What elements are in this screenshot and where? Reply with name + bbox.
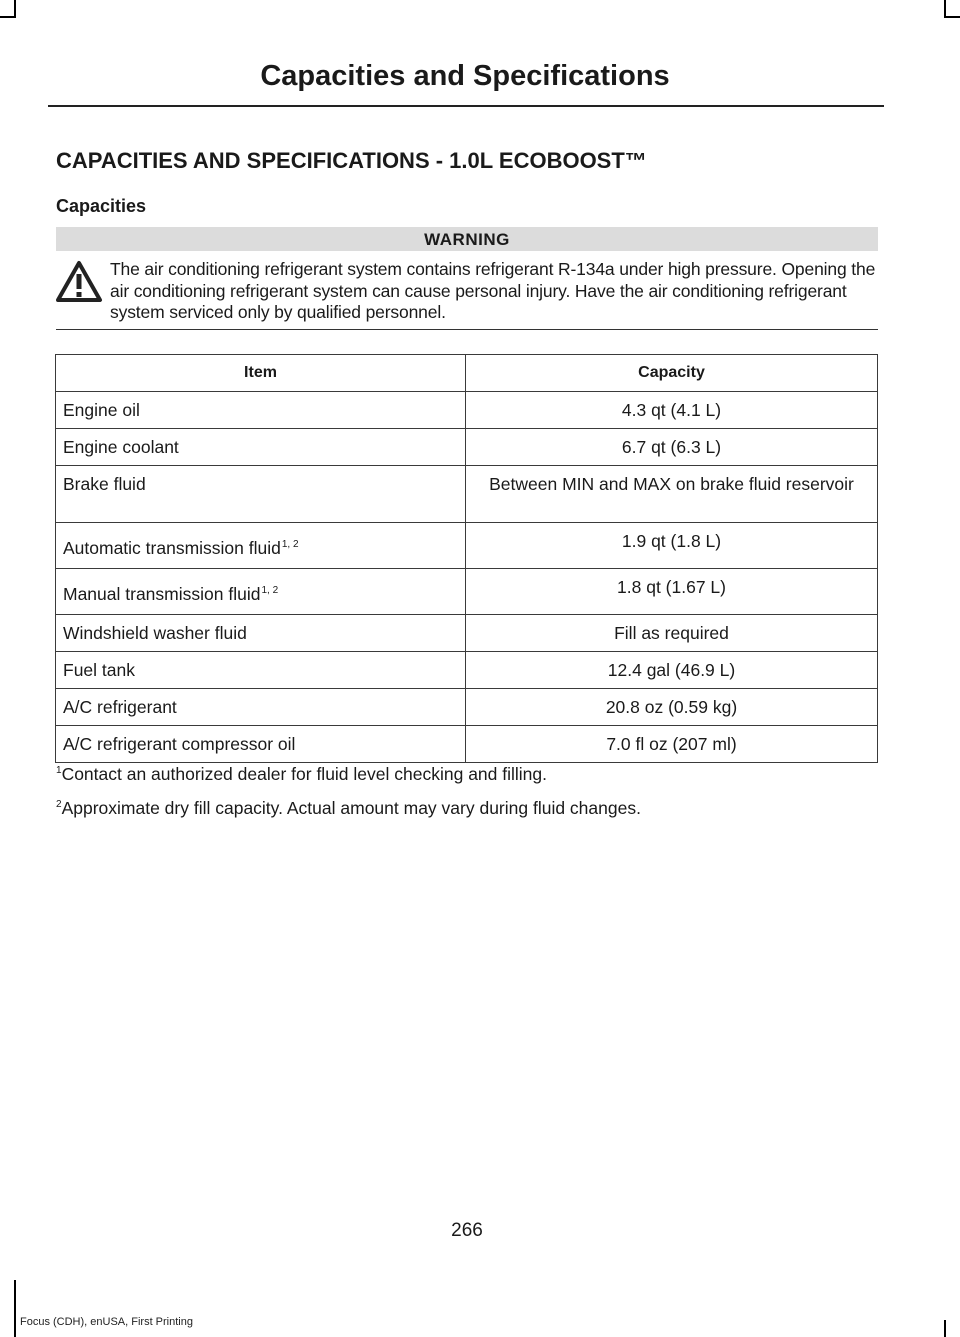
- capacity-cell: 1.9 qt (1.8 L): [466, 523, 878, 569]
- capacity-cell: 7.0 fl oz (207 ml): [466, 726, 878, 763]
- capacity-cell: 12.4 gal (46.9 L): [466, 652, 878, 689]
- subheading: Capacities: [56, 196, 147, 216]
- footnote-ref: 1, 2: [281, 539, 299, 550]
- table-row: [56, 569, 878, 615]
- item-label: Manual transmission fluid: [63, 584, 261, 604]
- footnote-ref: 1, 2: [261, 585, 279, 596]
- footnote-text: Approximate dry fill capacity. Actual amount may vary during fluid changes.: [61, 798, 641, 818]
- item-cell: Brake fluid: [56, 466, 466, 523]
- warning-text: The air conditioning refrigerant system contains refrigerant R-134a under high pressure. Opening the air conditioning refrigerant system can cause personal injury. Have the air conditioning refrigerant system serviced only by qualified personnel.: [110, 259, 876, 322]
- table-row: [56, 689, 878, 726]
- capacity-cell: Fill as required: [466, 615, 878, 652]
- section-title: CAPACITIES AND SPECIFICATIONS - 1.0L ECOBOOST™: [56, 148, 647, 173]
- table-row: [56, 726, 878, 763]
- footnote-text: Contact an authorized dealer for fluid level checking and filling.: [61, 764, 547, 784]
- crop-mark: [0, 16, 16, 18]
- header-rule: [48, 105, 884, 107]
- capacity-cell: 1.8 qt (1.67 L): [466, 569, 878, 615]
- table-row: [56, 652, 878, 689]
- item-cell: Engine coolant: [56, 429, 466, 466]
- footnote: [56, 764, 547, 785]
- capacities-table: [55, 354, 878, 763]
- warning-triangle-icon: [55, 260, 103, 304]
- page-number: 266: [451, 1220, 483, 1241]
- table-header-row: [56, 355, 878, 392]
- item-cell: A/C refrigerant compressor oil: [56, 726, 466, 763]
- capacity-cell: 20.8 oz (0.59 kg): [466, 689, 878, 726]
- capacity-cell: 6.7 qt (6.3 L): [466, 429, 878, 466]
- warning-rule: [56, 329, 878, 330]
- capacity-cell: 4.3 qt (4.1 L): [466, 392, 878, 429]
- item-cell: Windshield washer fluid: [56, 615, 466, 652]
- table-row: [56, 615, 878, 652]
- item-cell: A/C refrigerant: [56, 689, 466, 726]
- item-label: Automatic transmission fluid: [63, 538, 281, 558]
- table-row: [56, 429, 878, 466]
- crop-mark: [14, 1280, 16, 1337]
- running-head: Capacities and Specifications: [260, 60, 670, 92]
- footnote-mark: 2: [56, 799, 62, 810]
- item-cell: Engine oil: [56, 392, 466, 429]
- footnote-mark: 1: [56, 765, 62, 776]
- warning-label: WARNING: [56, 227, 878, 251]
- capacity-cell: Between MIN and MAX on brake fluid reservoir: [466, 466, 878, 523]
- table-row: [56, 392, 878, 429]
- footnote: [56, 798, 641, 819]
- item-cell: [56, 523, 466, 569]
- column-header-capacity: Capacity: [466, 355, 878, 392]
- item-cell: [56, 569, 466, 615]
- crop-mark: [944, 1320, 946, 1337]
- table-row: [56, 523, 878, 569]
- table-row: [56, 466, 878, 523]
- item-cell: Fuel tank: [56, 652, 466, 689]
- crop-mark: [944, 16, 960, 18]
- column-header-item: Item: [56, 355, 466, 392]
- print-info: Focus (CDH), enUSA, First Printing: [20, 1316, 193, 1328]
